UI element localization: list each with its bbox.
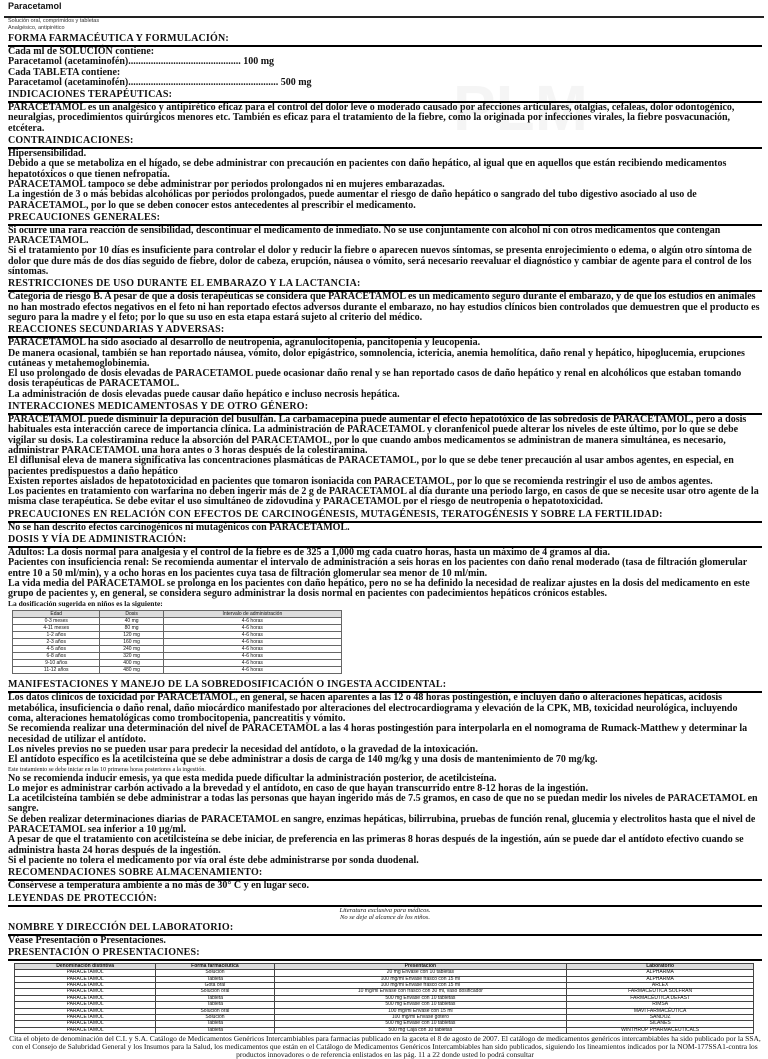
forma-line: Cada ml de SOLUCIÓN contiene: <box>8 46 155 57</box>
dosis-paragraph: Pacientes con insuficiencia renal: Se recomienda aumentar el intervalo de administración a seis horas en los pacientes con daño renal moderado (tasa de filtración glomerular entre 10 a 50 ml/min), y a ocho horas en los pacientes cuya tasa de filtración glomerular sea menor de 10 ml/min. <box>8 557 748 579</box>
forma-line: Paracetamol (acetaminofén)............................................................ 500 mg <box>8 76 312 88</box>
reacciones-paragraph: PARACETAMOL ha sido asociado al desarrollo de neutropenia, agranulocitopenia, pancitopenia y leucopenia. <box>8 337 481 349</box>
section-header-presentaciones: PRESENTACIÓN O PRESENTACIONES: <box>8 946 762 961</box>
table-cell: 20 mg Envase con 10 tabletas <box>274 970 567 976</box>
table-cell: PARACETAMOL <box>15 1008 156 1014</box>
table-cell: 4-6 horas <box>163 646 341 653</box>
table-row <box>13 646 342 653</box>
sobredosis-paragraph: La acetilcisteína también se debe administrar a todas las personas que hayan ingerido más de 7.5 gramos, en caso de que no se puedan medir los niveles de PARACETAMOL en sangre. <box>8 793 758 815</box>
table-cell: PARACETAMOL <box>15 989 156 995</box>
table-cell: PARACETAMOL <box>15 1002 156 1008</box>
table-cell: 0-3 meses <box>13 618 100 625</box>
document-subtitle: Solución oral, comprimidos y tabletas <box>8 18 100 24</box>
section-header-embarazo: RESTRICCIONES DE USO DURANTE EL EMBARAZO Y LA LACTANCIA: <box>8 277 762 292</box>
table-cell: PARACETAMOL <box>15 976 156 982</box>
watermark <box>453 71 588 145</box>
table-row <box>13 660 342 667</box>
column-header: Intervalo de administración <box>163 611 341 618</box>
table-cell: Tableta <box>156 1021 274 1027</box>
table-row <box>13 667 342 674</box>
section-header-precauciones: PRECAUCIONES GENERALES: <box>8 211 762 226</box>
table-cell: 120 mg <box>100 632 163 639</box>
table-cell: 500 mg Caja con 10 tabletas <box>274 1027 567 1033</box>
dosis-paragraph: Adultos: La dosis normal para analgesia y el control de la fiebre es de 325 a 1,000 mg cada cuatro horas, hasta un máximo de 4 gramos al día. <box>8 546 610 558</box>
table-cell: 100 mg/ml Envase gotero <box>274 1015 567 1021</box>
carcinogenesis-text: No se han descrito efectos carcinogénicos ni mutagénicos con PARACETAMOL. <box>8 521 350 533</box>
interacciones-paragraph: Existen reportes aislados de hepatotoxicidad en pacientes que tomaron isoniacida con PARACETAMOL, por lo que se recomienda restringir el uso de ambos agentes. <box>8 475 713 487</box>
section-header-indicaciones: INDICACIONES TERAPÉUTICAS: <box>8 88 762 103</box>
sobredosis-paragraph: Si el paciente no tolera el medicamento por vía oral éste debe administrarse por sonda duodenal. <box>8 854 419 866</box>
column-header: Dosis <box>100 611 163 618</box>
section-header-sobredosis: MANIFESTACIONES Y MANEJO DE LA SOBREDOSIFICACIÓN O INGESTA ACCIDENTAL: <box>8 678 762 693</box>
contraindicaciones-paragraph: Debido a que se metaboliza en el hígado, se debe administrar con precaución en pacientes con daño hepático, al igual que en aquellos que están recibiendo medicamentos hepatotóxicos o que tienen nefropatía. <box>8 158 727 180</box>
sobredosis-paragraph: A pesar de que el tratamiento con acetilcisteína se debe iniciar, de preferencia en las primeras 8 horas después de la ingestión, aún se puede dar el antídoto efectivo cuando se administra hasta 24 horas después de la ingestión. <box>8 834 744 856</box>
table-cell: 4-6 horas <box>163 660 341 667</box>
legend-line: Literatura exclusiva para médicos. <box>339 906 431 914</box>
footer-note: Cita el objeto de denominación del C.I. y S.A. Catálogo de Medicamentos Genéricos Intercambiables para farmacias publicado en la gaceta el 8 de agosto de 2007. El catálogo de medicamentos genéricos intercambiables ha sido publicado por la SSA, con el Consejo de Salubridad General y los Insumos para la Salud, los medicamentos que están en el Catálogo de Medicamentos Genéricos Intercambiables han sido publicados, siguiendo los lineamientos indicados por la NOM-177SSA1-contra los productos innovadores o de referencia enlistados en las pág. 11 a 22 donde usted lo podrá consultar <box>9 1034 761 1059</box>
section-header-contraindicaciones: CONTRAINDICACIONES: <box>8 134 762 149</box>
table-cell: Gota oral <box>156 983 274 989</box>
section-header-carcinogenesis: PRECAUCIONES EN RELACIÓN CON EFECTOS DE CARCINOGÉNESIS, MUTAGÉNESIS, TERATOGÉNESIS Y SOBRE LA FERTILIDAD: <box>8 508 762 523</box>
document-page <box>0 1 768 1059</box>
table-cell: 40 mg <box>100 618 163 625</box>
contraindicaciones-paragraph: Hipersensibilidad. <box>8 148 87 160</box>
embarazo-text: Categoría de riesgo B. A pesar de que a dosis terapéuticas se considera que PARACETAMOL es un medicamento seguro durante el embarazo, y de que los estudios en animales no han mostrado efectos negativos en el feto ni han reportado efectos adversos durante el embarazo, no hay estudios clínicos bien controlados que demuestren que el producto es seguro para la madre y el feto; por lo que su uso en esta etapa estará sujeto al criterio del médico. <box>8 291 760 323</box>
dosis-table-label: La dosificación sugerida en niños es la siguiente: <box>8 599 163 609</box>
table-cell: SILANES <box>567 1021 754 1027</box>
section-header-leyendas: LEYENDAS DE PROTECCIÓN: <box>8 892 762 907</box>
table-cell: 4-6 horas <box>163 632 341 639</box>
sobredosis-paragraph: Se recomienda realizar una determinación del nivel de PARACETAMOL a las 4 horas postingestión para interpolarla en el nomograma de Rumack-Matthew y determinar la necesidad de utilizar el antídoto. <box>8 723 748 745</box>
table-cell: WINTHROP PHARMACEUTICALS <box>567 1027 754 1033</box>
table-cell: ALPHARMA <box>567 970 754 976</box>
table-row <box>15 1027 754 1033</box>
reacciones-paragraph: La administración de dosis elevadas puede causar daño hepático e incluso necrosis hepática. <box>8 388 400 400</box>
table-cell: 500 mg Envase con 10 tabletas <box>274 1021 567 1027</box>
table-cell: PARACETAMOL <box>15 1015 156 1021</box>
table-cell: MAVI FARMACÉUTICA <box>567 1008 754 1014</box>
table-cell: 4-6 horas <box>163 667 341 674</box>
sobredosis-note: Este tratamiento se debe iniciar en las 10 primeras horas posteriores a la ingestión. <box>8 766 206 773</box>
sobredosis-paragraph: Lo mejor es administrar carbón activado a la brevedad y el antídoto, en caso de que hayan transcurrido entre 8-12 horas de la ingestión. <box>8 782 589 794</box>
table-cell: FARMACÉUTICA DEFAST <box>567 995 754 1001</box>
table-cell: 240 mg <box>100 646 163 653</box>
sobredosis-paragraph: Se deben realizar determinaciones diarias de PARACETAMOL en sangre, enzimas hepáticas, bilirrubina, pruebas de función renal, glucemia y electrolitos hasta que el nivel de PARACETAMOL sea inferior a 10 µg/ml. <box>8 813 756 836</box>
table-cell: Tableta <box>156 995 274 1001</box>
table-cell: 11-12 años <box>13 667 100 674</box>
table-cell: ARLEX <box>567 983 754 989</box>
interacciones-paragraph: Los pacientes en tratamiento con warfarina no deben ingerir más de 2 g de PARACETAMOL al día durante una periodo largo, en casos de que se necesite usar otro agente de la misma clase terapéutica. Se debe evitar el uso simultáneo de zidovudina y PARACETAMOL por el riesgo de neutropenia o hepatotoxicidad. <box>8 486 759 508</box>
table-row <box>13 618 342 625</box>
section-header-reacciones: REACCIONES SECUNDARIAS Y ADVERSAS: <box>8 323 762 338</box>
table-cell: PARACETAMOL <box>15 1021 156 1027</box>
table-cell: Solución <box>156 1015 274 1021</box>
table-cell: 500 mg Envase con 10 tabletas <box>274 1002 567 1008</box>
section-header-forma: FORMA FARMACÉUTICA Y FORMULACIÓN: <box>8 32 762 47</box>
table-cell: PARACETAMOL <box>15 1027 156 1033</box>
document-title: Paracetamol <box>8 1 62 11</box>
pediatric-dose-table <box>12 610 342 674</box>
table-cell: Tableta <box>156 1002 274 1008</box>
table-cell: 4-6 horas <box>163 653 341 660</box>
table-cell: 320 mg <box>100 653 163 660</box>
interacciones-paragraph: El diflunisal eleva de manera significativa las concentraciones plasmáticas de PARACETAMOL, por lo que se debe tener precaución al usar ambos agentes, en especial, en pacientes predispuestos a daño hepático <box>8 455 734 477</box>
table-row <box>13 625 342 632</box>
table-cell: 10 mg/ml Envase con frasco con 30 ml, vaso dosificador <box>274 989 567 995</box>
reacciones-paragraph: El uso prolongado de dosis elevadas de PARACETAMOL puede ocasionar daño renal y se han reportado casos de daño hepático y renal en alcohólicos que estaban tomando dosis terapéuticas de PARACETAMOL. <box>8 368 742 390</box>
table-cell: Tableta <box>156 976 274 982</box>
table-cell: PARACETAMOL <box>15 970 156 976</box>
table-cell: 100 mg/ml Envase frasco con 15 ml <box>274 976 567 982</box>
column-header: Denominación distintiva <box>15 963 156 969</box>
column-header: Presentación <box>274 963 567 969</box>
sobredosis-paragraph: Los datos clínicos de toxicidad por PARACETAMOL, en general, se hacen aparentes a las 12 o 48 horas postingestión, e incluyen daño o alteraciones hepáticas, acidosis metabólica, insuficiencia o daño renal, daño miocárdico manifestado por alteraciones del electrocardiograma y elevación de la CPK, MB, toxicidad neurológica, incluyendo coma, alteraciones hematológicas como trombocitopenia, pancreatitis y vómito. <box>8 692 738 725</box>
table-cell: 100 mg/ml Envase con 15 ml <box>274 1008 567 1014</box>
table-cell: Tableta <box>156 1027 274 1033</box>
table-cell: 4-6 horas <box>163 618 341 625</box>
section-header-interacciones: INTERACCIONES MEDICAMENTOSAS Y DE OTRO GÉNERO: <box>8 400 762 415</box>
table-cell: 80 mg <box>100 625 163 632</box>
table-row <box>13 632 342 639</box>
section-header-laboratorio: NOMBRE Y DIRECCIÓN DEL LABORATORIO: <box>8 921 762 936</box>
legend-line: No se deje al alcance de los niños. <box>340 913 430 921</box>
precauciones-paragraph: Si ocurre una rara reacción de sensibilidad, descontinuar el medicamento de inmediato. No se use conjuntamente con alcohol ni con otros medicamentos que contengan PARACETAMOL. <box>8 224 721 247</box>
section-header-dosis: DOSIS Y VÍA DE ADMINISTRACIÓN: <box>8 533 762 548</box>
table-cell: FARMACÉUTICA SOLFRAN <box>567 989 754 995</box>
contraindicaciones-paragraph: La ingestión de 3 o más bebidas alcohólicas por periodos prolongados, puede aumentar el riesgo de daño hepático o sangrado del tubo digestivo asociado al uso de PARACETAMOL, por lo que se deben conocer estos antecedentes al prescribir el medicamento. <box>8 189 697 211</box>
section-header-almacenamiento: RECOMENDACIONES SOBRE ALMACENAMIENTO: <box>8 866 762 881</box>
table-cell: RIMSA <box>567 1002 754 1008</box>
table-row <box>13 639 342 646</box>
contraindicaciones-paragraph: PARACETAMOL tampoco se debe administrar por periodos prolongados ni en mujeres embarazadas. <box>8 178 445 190</box>
table-cell: 400 mg <box>100 660 163 667</box>
column-header: Forma farmacéutica <box>156 963 274 969</box>
table-cell: ALPHARMA <box>567 976 754 982</box>
laboratorio-text: Véase Presentación o Presentaciones. <box>8 934 166 946</box>
indicaciones-text: PARACETAMOL es un analgésico y antipirético eficaz para el control del dolor leve o moderado causado por afecciones articulares, otalgias, cefaleas, dolor odontogénico, neuralgias, procedimientos quirúrgicos menores etc. También es eficaz para el tratamiento de la fiebre, como la originada por infecciones virales, la fiebre posvacunación, etcétera. <box>8 102 735 134</box>
table-cell: SANDOZ <box>567 1015 754 1021</box>
presentations-table-body <box>15 970 754 1034</box>
table-cell: 1-2 años <box>13 632 100 639</box>
table-cell: 100 mg/ml Envase frasco con 15 ml <box>274 983 567 989</box>
table-cell: 4-11 meses <box>13 625 100 632</box>
column-header: Edad <box>13 611 100 618</box>
forma-line: Paracetamol (acetaminofén)............................................. 100 mg <box>8 56 275 68</box>
table-header-row <box>13 611 342 618</box>
document-class: Analgésico, antipirético <box>8 25 65 31</box>
table-cell: 4-5 años <box>13 646 100 653</box>
table-cell: 6-8 años <box>13 653 100 660</box>
precauciones-paragraph: Si el tratamiento por 10 días es insuficiente para controlar el dolor y reducir la fiebre o aparecen nuevos síntomas, se presenta enrojecimiento o edema, o algún otro síntoma de dolor que dure más de dos días seguido de fiebre, dolor de cabeza, erupción, náusea o vómito, será necesario reevaluar el diagnóstico y cambiar de agente para el control de los síntomas. <box>8 245 752 278</box>
forma-line: Cada TABLETA contiene: <box>8 66 121 78</box>
table-cell: 480 mg <box>100 667 163 674</box>
table-cell: 160 mg <box>100 639 163 646</box>
column-header: Laboratorio <box>567 963 754 969</box>
dose-table-body <box>13 618 342 674</box>
sobredosis-paragraph: El antídoto específico es la acetilcisteína que se debe administrar a dosis de carga de 140 mg/kg y una dosis de mantenimiento de 70 mg/kg. <box>8 754 598 766</box>
table-cell: PARACETAMOL <box>15 995 156 1001</box>
reacciones-paragraph: De manera ocasional, también se han reportado náusea, vómito, dolor epigástrico, somnolencia, ictericia, anemia hemolítica, daño renal y hepático, hipoglucemia, erupciones cutáneas y metahemoglobinemia. <box>8 347 745 369</box>
table-cell: 9-10 años <box>13 660 100 667</box>
table-cell: 4-6 horas <box>163 625 341 632</box>
sobredosis-paragraph: No se recomienda inducir emesis, ya que esta medida puede dificultar la administración posterior, de acetilcisteína. <box>8 772 497 784</box>
table-cell: 4-6 horas <box>163 639 341 646</box>
interacciones-paragraph: PARACETAMOL puede disminuir la depuración del busulfán. La carbamacepina puede aumentar el efecto hepatotóxico de las sobredosis de PARACETAMOL, pero a dosis habituales esta interacción carece de importancia clínica. La administración de PARACETAMOL y cloranfenicol puede alterar los niveles de este último, por lo que se debe vigilar su dosis. La colestiramina reduce la absorción del PARACETAMOL, por lo que cuando ambos medicamentos se administran de manera simultánea, es necesario, administrar PARACETAMOL una hora antes o 3 horas después de la colestiramina. <box>8 414 747 456</box>
dosis-paragraph: La vida media del PARACETAMOL se prolonga en los pacientes con daño hepático, pero no se ha definido la necesidad de realizar ajustes en la dosis del medicamento en este grupo de pacientes y, en general, se considera seguro administrar la dosis normal en pacientes con padecimientos hepáticos crónicos estables. <box>8 577 750 600</box>
document-body <box>8 32 762 1059</box>
sobredosis-paragraph: Los niveles previos no se pueden usar para predecir la necesidad del antídoto, o la gravedad de la intoxicación. <box>8 743 478 755</box>
table-cell: 2-3 años <box>13 639 100 646</box>
table-cell: Solución oral <box>156 989 274 995</box>
almacenamiento-text: Consérvese a temperatura ambiente a no más de 30° C y en lugar seco. <box>8 880 309 892</box>
table-cell: Solución <box>156 970 274 976</box>
table-cell: 500 mg Envase con 10 tabletas <box>274 995 567 1001</box>
table-cell: Solución oral <box>156 1008 274 1014</box>
table-cell: PARACETAMOL <box>15 983 156 989</box>
table-row <box>13 653 342 660</box>
